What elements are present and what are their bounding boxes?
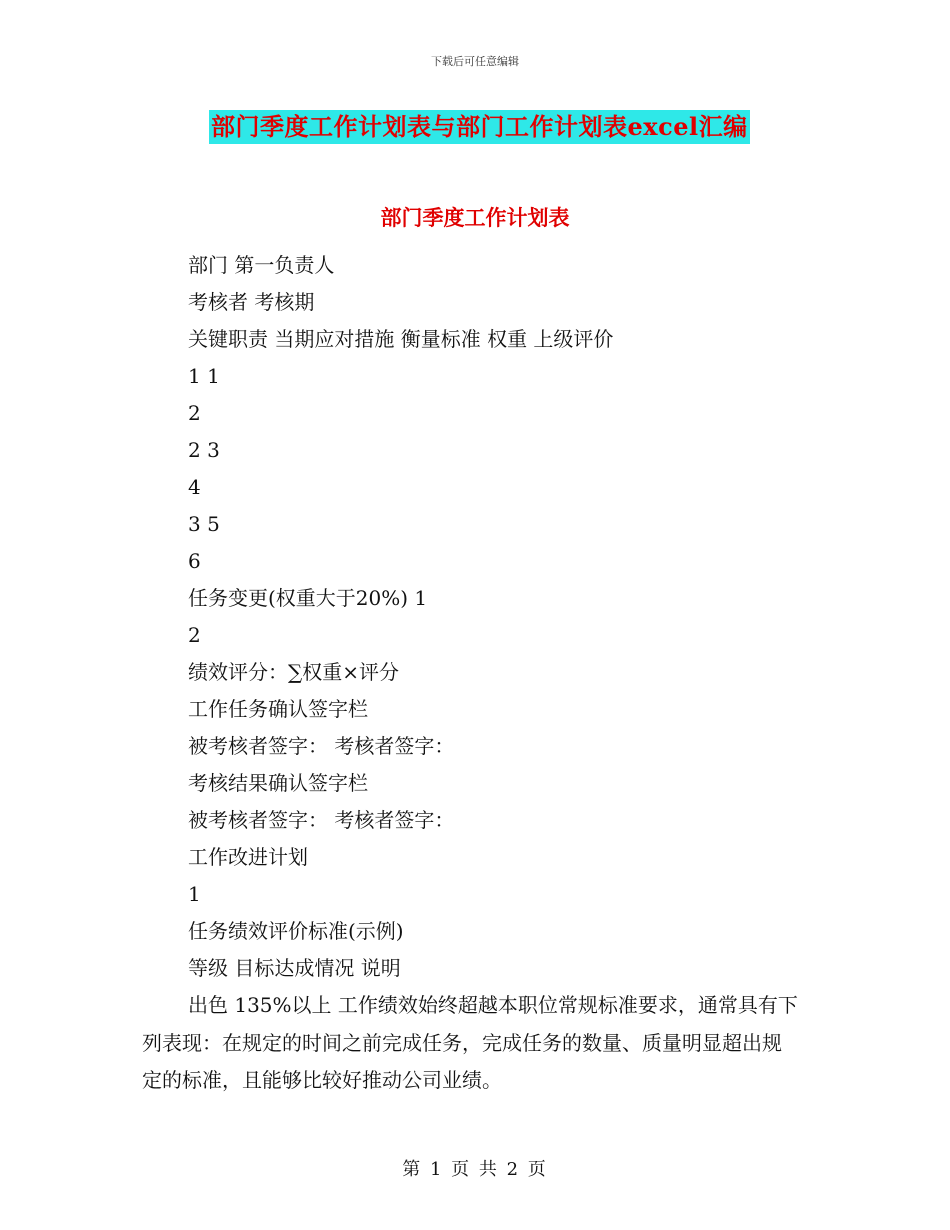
text-line: 2 [188, 623, 201, 647]
text-line: 等级 目标达成情况 说明 [188, 956, 401, 980]
text-line: 1 1 [188, 364, 220, 388]
text-line: 工作任务确认签字栏 [188, 697, 368, 721]
text-line: 关键职责 当期应对措施 衡量标准 权重 上级评价 [188, 327, 614, 351]
text-line: 任务变更(权重大于20%) 1 [188, 586, 428, 610]
text-line: 4 [188, 475, 201, 499]
text-line: 工作改进计划 [188, 845, 308, 869]
rating-description-paragraph: 出色 135%以上 工作绩效始终超越本职位常规标准要求，通常具有下列表现：在规定的时间之前完成任务，完成任务的数量、质量明显超出规定的标准，且能够比较好推动公司业绩。 [142, 993, 798, 1092]
text-line: 3 5 [188, 512, 220, 536]
text-line: 绩效评分：∑权重×评分 [188, 660, 400, 684]
text-line: 考核者 考核期 [188, 290, 315, 314]
text-line: 被考核者签字： 考核者签字： [188, 734, 455, 758]
page-footer: 第 1 页 共 2 页 [402, 1159, 548, 1180]
text-line: 任务绩效评价标准(示例) [188, 919, 404, 943]
plan-table-lines [188, 249, 613, 989]
text-line: 2 3 [188, 438, 220, 462]
header-note: 下载后可任意编辑 [431, 55, 519, 68]
text-line: 部门 第一负责人 [188, 253, 335, 277]
text-line: 被考核者签字： 考核者签字： [188, 808, 455, 832]
text-line: 6 [188, 549, 201, 573]
document-title: 部门季度工作计划表与部门工作计划表excel汇编 [209, 110, 750, 144]
text-line: 2 [188, 401, 201, 425]
text-line: 1 [188, 882, 201, 906]
text-line: 考核结果确认签字栏 [188, 771, 368, 795]
section-title: 部门季度工作计划表 [380, 205, 570, 230]
